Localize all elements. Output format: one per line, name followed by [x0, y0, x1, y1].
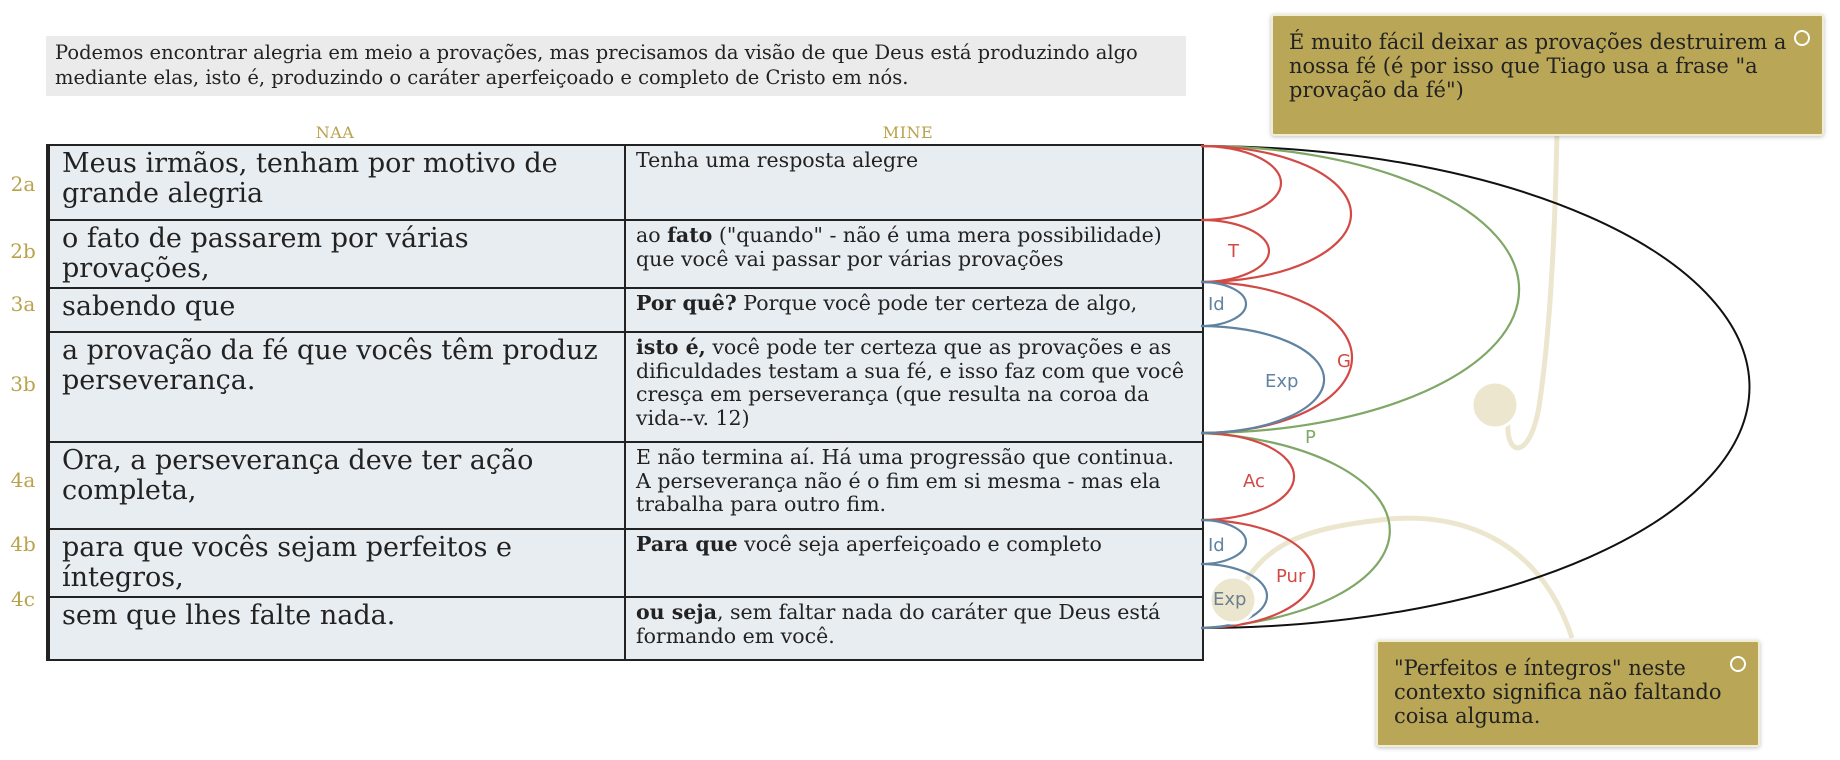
arc-label-p: P [1305, 427, 1316, 448]
arc-label-t: T [1228, 241, 1239, 262]
mine-text: você seja aperfeiçoado e completo [737, 532, 1102, 556]
verse-label-4a: 4a [10, 468, 36, 492]
note-text: "Perfeitos e íntegros" neste contexto significa não faltando coisa alguma. [1394, 656, 1722, 728]
verse-label-3b: 3b [10, 372, 36, 396]
mine-bold: fato [667, 223, 713, 247]
note-toggle-icon[interactable] [1794, 30, 1810, 46]
arc-label-ac: Ac [1243, 471, 1265, 492]
column-header-naa: NAA [315, 123, 355, 142]
arc-red-t-top [1201, 146, 1281, 220]
arc-label-g: G [1337, 351, 1351, 372]
verse-label-4c: 4c [11, 587, 35, 611]
mine-bold: Por quê? [636, 291, 737, 315]
arc-label-exp-2: Exp [1213, 589, 1247, 610]
verse-label-2b: 2b [10, 239, 36, 263]
mine-bold: Para que [636, 532, 738, 556]
arc-label-id-1: Id [1208, 294, 1225, 315]
verse-label-4b: 4b [10, 532, 36, 556]
mine-bold: ou seja [636, 600, 717, 624]
naa-cell: sabendo que [48, 288, 625, 332]
naa-cell: sem que lhes falte nada. [48, 597, 625, 660]
arc-blue-exp-1 [1201, 326, 1324, 433]
verse-label-3a: 3a [10, 292, 36, 316]
comment-note-top[interactable] [1271, 14, 1824, 136]
mine-bold: isto é, [636, 335, 706, 359]
mine-text: ("quando" - não é uma mera possibilidade) que você vai passar por várias provações [636, 223, 1162, 271]
naa-cell: a provação da fé que vocês têm produz perseverança. [48, 332, 625, 442]
note-text: É muito fácil deixar as provações destruirem a nossa fé (é por isso que Tiago usa a frase "a provação da fé") [1289, 30, 1787, 102]
arc-label-exp-1: Exp [1265, 371, 1299, 392]
mine-text: E não termina aí. Há uma progressão que continua. A perseverança não é o fim em si mesma - mas ela trabalha para outro fim. [636, 445, 1175, 516]
comment-note-bottom[interactable] [1376, 640, 1760, 747]
arc-green-p-top [1201, 146, 1519, 433]
mine-text: você pode ter certeza que as provações e as dificuldades testam a sua fé, e isso faz com que você cresça em perseverança (que resulta na coroa da vida--v. 12) [636, 335, 1185, 430]
verse-label-2a: 2a [10, 172, 36, 196]
arc-label-id-2: Id [1208, 535, 1225, 556]
arc-label-pur: Pur [1276, 566, 1306, 587]
note-anchor-top[interactable] [1472, 382, 1518, 428]
intro-line-2: mediante elas, isto é, produzindo o caráter aperfeiçoado e completo de Cristo em nós. [55, 66, 909, 89]
naa-cell: o fato de passarem por várias provações, [48, 220, 625, 288]
mine-text: Tenha uma resposta alegre [636, 148, 919, 172]
note-toggle-icon[interactable] [1730, 656, 1746, 672]
naa-cell: Ora, a perseverança deve ter ação completa, [48, 442, 625, 529]
mine-text: , sem faltar nada do caráter que Deus está formando em você. [636, 600, 1161, 648]
intro-line-1: Podemos encontrar alegria em meio a provações, mas precisamos da visão de que Deus está produzindo algo [55, 41, 1138, 64]
mine-prefix: ao [636, 223, 668, 247]
naa-cell: para que vocês sejam perfeitos e íntegros, [48, 529, 625, 597]
column-header-mine: MINE [882, 123, 934, 142]
arc-red-t-outer [1201, 146, 1351, 282]
mine-text: Porque você pode ter certeza de algo, [736, 291, 1138, 315]
naa-cell: Meus irmãos, tenham por motivo de grande alegria [48, 145, 625, 220]
